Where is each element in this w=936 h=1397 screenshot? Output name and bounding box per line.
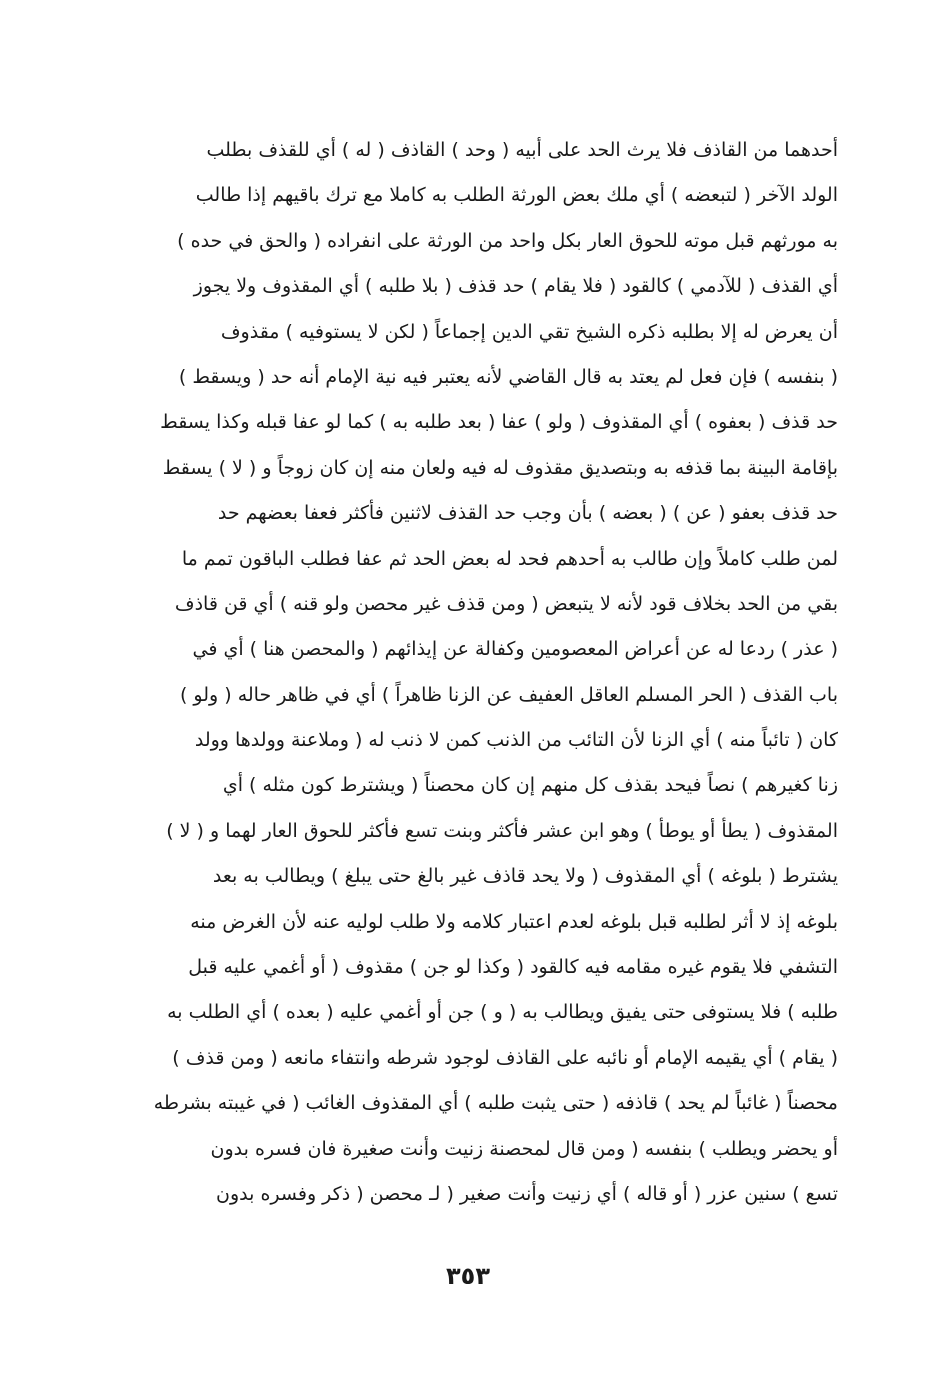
text-line: المقذوف ( يطأ أو يوطأ ) وهو ابن عشر فأكثر وبنت تسع فأكثر للحوق العار لهما و ( لا ): [166, 819, 838, 842]
text-line: باب القذف ( الحر المسلم العاقل العفيف عن الزنا ظاهراً ) أي في ظاهر حاله ( ولو ): [179, 683, 838, 706]
text-line: بلوغه إذ لا أثر لطلبه قبل بلوغه لعدم اعتبار كلامه ولا طلب لوليه عنه لأن الغرض منه: [190, 910, 838, 933]
text-line: تسع ) سنين عزر ( أو قاله ) أي زنيت وأنت صغير ( لـ محصن ( ذكر وفسره بدون: [216, 1182, 838, 1205]
text-line: التشفي فلا يقوم غيره مقامه فيه كالقود ( وكذا لو جن ) مقذوف ( أو أغمي عليه قبل: [188, 956, 838, 979]
text-line: حد قذف ( بعفوه ) أي المقذوف ( ولو ) عفا ( بعد طلبه به ) كما لو عفا قبله وكذا يسقط: [160, 411, 838, 434]
page-number: ٣٥٣: [446, 1262, 490, 1290]
text-line: أي القذف ( للآدمي ) كالقود ( فلا يقام ) حد قذف ( بلا طلبه ) أي المقذوف ولا يجوز: [193, 275, 838, 298]
text-line: الولد الآخر ( لتبعضه ) أي ملك بعض الورثة الطلب به كاملا مع ترك باقيهم إذا طالب: [195, 184, 838, 207]
text-line: به مورثهم قبل موته للحوق العار بكل واحد من الورثة على انفراده ( والحق في حده ): [177, 229, 838, 252]
text-line: حد قذف بعفو ( عن ) ( بعضه ) بأن وجب حد القذف لاثنين فأكثر فعفا بعضهم حد: [217, 502, 838, 525]
text-line: أحدهما من القاذف فلا يرث الحد على أبيه ( وحد ) القاذف ( له ) أي للقذف بطلب: [206, 139, 838, 161]
text-line: ( يقام ) أي يقيمه الإمام أو نائبه على القاذف لوجود شرطه وانتفاء مانعه ( ومن قذف ): [172, 1046, 838, 1069]
text-line: ( عذر ) ردعا له عن أعراض المعصومين وكفالة عن إيذائهم ( والمحصن هنا ) أي في: [192, 638, 838, 661]
text-line: محصناً ( غائباً لم يحد ) قاذفه ( حتى يثبت طلبه ) أي المقذوف الغائب ( في غيبته بشرطه: [153, 1092, 838, 1115]
body-text: [118, 128, 838, 1217]
text-line: كان ( تائباً منه ) أي الزنا لأن التائب من الذنب كمن لا ذنب له ( وملاعنة وولدها وولد: [194, 729, 838, 752]
text-line: يشترط ( بلوغه ) أي المقذوف ( ولا يحد قاذف غير بالغ حتى يبلغ ) ويطالب به بعد: [212, 865, 838, 888]
text-line: أن يعرض له إلا بطلبه ذكره الشيخ تقي الدين إجماعاً ( لكن لا يستوفيه ) مقذوف: [220, 320, 838, 343]
text-line: بإقامة البينة بما قذفه به وبتصديق مقذوف له فيه ولعان منه إن كان زوجاً و ( لا ) يسقط: [162, 456, 838, 479]
text-line: طلبه ) فلا يستوفى حتى يفيق ويطالب به ( و ) جن أو أغمي عليه ( بعده ) أي الطلب به: [167, 1001, 838, 1024]
text-line: بقي من الحد بخلاف قود لأنه لا يتبعض ( ومن قذف غير محصن ولو قنه ) أي قن قاذف: [174, 592, 838, 615]
text-line: ( بنفسه ) فإن فعل لم يعتد به قال القاضي لأنه يعتبر فيه نية الإمام أنه حد ( ويسقط ): [178, 365, 838, 388]
text-line: زنا كغيرهم ) نصاً فيحد بقذف كل منهم إن كان محصناً ( ويشترط كون مثله ) أي: [222, 774, 838, 797]
text-line: لمن طلب كاملاً وإن طالب به أحدهم فحد له بعض الحد ثم عفا فطلب الباقون تمم ما: [181, 547, 838, 570]
text-line: أو يحضر ويطلب ) بنفسه ( ومن قال لمحصنة زنيت وأنت صغيرة فان فسره بدون: [210, 1137, 838, 1160]
